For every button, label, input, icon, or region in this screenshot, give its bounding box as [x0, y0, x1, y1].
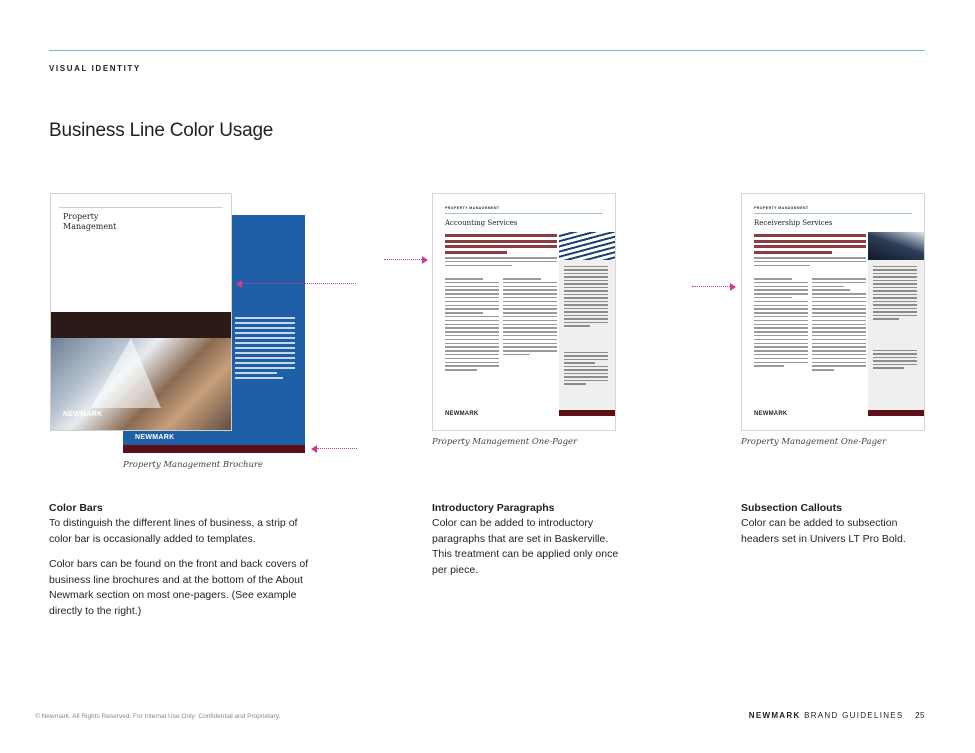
body-column-right — [812, 278, 866, 373]
arrow-to-back-bar — [311, 445, 357, 453]
brochure-front-title: Property Management — [63, 212, 117, 231]
subsection-callouts-body: Color can be added to subsection headers set in Univers LT Pro Bold. — [741, 517, 906, 545]
arrow-to-subsection-callout — [692, 283, 736, 291]
intro-paragraph — [754, 234, 866, 256]
color-bars-body: To distinguish the different lines of business, a strip of color bar is occasionally added to templates. Color bars can be found on the front and back covers of business line brochures and at the bottom of the About Newmark section on most one-pagers. (See example directly to the right.) — [49, 517, 309, 617]
about-newmark-sidebar — [868, 260, 924, 416]
onepager-receivership-caption: Property Management One-Pager — [741, 437, 887, 447]
about-newmark-color-bar — [868, 410, 924, 416]
brochure-front-photo — [51, 338, 231, 431]
brochure-back-logo: NEWMARK — [135, 434, 175, 441]
body-column-right — [503, 278, 557, 358]
onepager-title: Accounting Services — [445, 219, 518, 227]
onepager-rule — [754, 213, 912, 214]
arrow-to-intro-paragraph — [384, 256, 428, 264]
brochure-front-rule — [59, 207, 223, 208]
subsection-callouts-heading: Subsection Callouts — [741, 502, 842, 514]
body-text — [445, 257, 557, 268]
intro-paragraphs-heading: Introductory Paragraphs — [432, 502, 555, 514]
body-text — [754, 257, 866, 268]
onepager-header: PROPERTY MANAGEMENT — [445, 206, 500, 210]
body-column-left — [445, 278, 499, 373]
arrow-to-front-bar — [236, 280, 356, 288]
onepager-accounting — [432, 193, 616, 431]
brochure-service-list — [235, 317, 295, 382]
brochure-front-cover — [50, 193, 232, 431]
brochure-caption: Property Management Brochure — [123, 460, 264, 470]
intro-paragraph-colored — [445, 234, 557, 256]
footer-brand — [749, 711, 925, 720]
onepager-accounting-caption: Property Management One-Pager — [432, 437, 578, 447]
onepager-header: PROPERTY MANAGEMENT — [754, 206, 809, 210]
onepager-title: Receivership Services — [754, 219, 833, 227]
brochure-front-logo: NEWMARK — [63, 411, 103, 418]
brochure-front-color-bar — [51, 312, 231, 338]
footer-guidelines: BRAND GUIDELINES — [804, 711, 904, 720]
onepager-graphic — [868, 232, 924, 262]
onepager-logo: NEWMARK — [754, 411, 788, 417]
onepager-rule — [445, 213, 603, 214]
body-column-left — [754, 278, 808, 369]
intro-paragraphs-body: Color can be added to introductory paragraphs that are set in Baskerville. This treatment can be applied only once per piece. — [432, 517, 619, 576]
footer-brand-name: NEWMARK — [748, 711, 801, 720]
footer-copyright: © Newmark. All Rights Reserved. For Internal Use Only: Confidential and Proprietary. — [35, 713, 281, 720]
onepager-receivership — [741, 193, 925, 431]
color-bars-heading: Color Bars — [49, 502, 103, 514]
page-number: 25 — [915, 711, 925, 720]
about-newmark-color-bar — [559, 410, 615, 416]
onepager-graphic — [559, 232, 615, 262]
page-title: Business Line Color Usage — [49, 120, 274, 141]
top-rule — [49, 50, 925, 51]
brochure-back-color-bar — [123, 445, 305, 453]
about-newmark-sidebar — [559, 260, 615, 416]
onepager-logo: NEWMARK — [445, 411, 479, 417]
section-label: VISUAL IDENTITY — [49, 64, 141, 73]
